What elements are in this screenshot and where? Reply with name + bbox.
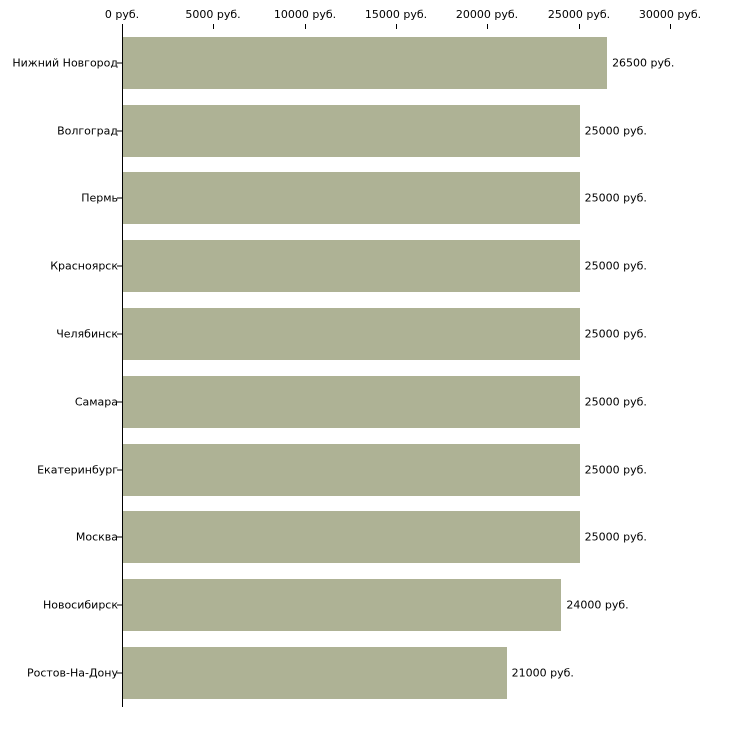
category-label: Челябинск	[56, 327, 118, 341]
category-label: Ростов-На-Дону	[26, 666, 118, 680]
bar-row	[0, 29, 730, 97]
bar-value-label: 25000 руб.	[584, 463, 647, 477]
bar-value-label: 25000 руб.	[584, 124, 647, 138]
x-tick-label: 25000 руб.	[547, 8, 611, 21]
bar-value-label: 25000 руб.	[584, 530, 647, 544]
category-label: Пермь	[81, 191, 118, 205]
x-tick-label: 0 руб.	[104, 8, 140, 21]
category-label: Самара	[74, 395, 118, 409]
bar-row	[0, 436, 730, 504]
bar-row	[0, 97, 730, 165]
bar-row	[0, 368, 730, 436]
bar-row	[0, 165, 730, 233]
x-tick-label: 20000 руб.	[455, 8, 519, 21]
bar-row	[0, 504, 730, 572]
bar[interactable]	[123, 172, 580, 224]
bar[interactable]	[123, 579, 561, 631]
x-tick-label: 10000 руб.	[273, 8, 337, 21]
x-tick-label: 30000 руб.	[638, 8, 702, 21]
bar-value-label: 25000 руб.	[584, 191, 647, 205]
bar[interactable]	[123, 105, 580, 157]
bar-row	[0, 639, 730, 707]
bar[interactable]	[123, 647, 507, 699]
bar-series	[0, 29, 730, 707]
bar-row	[0, 232, 730, 300]
category-label: Москва	[75, 530, 118, 544]
category-label: Екатеринбург	[37, 463, 118, 477]
bar[interactable]	[123, 511, 580, 563]
bar[interactable]	[123, 444, 580, 496]
bar-value-label: 25000 руб.	[584, 395, 647, 409]
category-label: Красноярск	[50, 259, 118, 273]
bar-value-label: 24000 руб.	[566, 598, 629, 612]
bar[interactable]	[123, 240, 580, 292]
bar-value-label: 25000 руб.	[584, 327, 647, 341]
x-tick-label: 15000 руб.	[364, 8, 428, 21]
bar-row	[0, 571, 730, 639]
bar[interactable]	[123, 37, 607, 89]
bar[interactable]	[123, 376, 580, 428]
bar-value-label: 25000 руб.	[584, 259, 647, 273]
bar-value-label: 21000 руб.	[511, 666, 574, 680]
bar-row	[0, 300, 730, 368]
bar[interactable]	[123, 308, 580, 360]
category-label: Новосибирск	[42, 598, 118, 612]
bar-value-label: 26500 руб.	[612, 56, 675, 70]
category-label: Волгоград	[57, 124, 118, 138]
category-label: Нижний Новгород	[12, 56, 118, 70]
x-tick-label: 5000 руб.	[185, 8, 241, 21]
